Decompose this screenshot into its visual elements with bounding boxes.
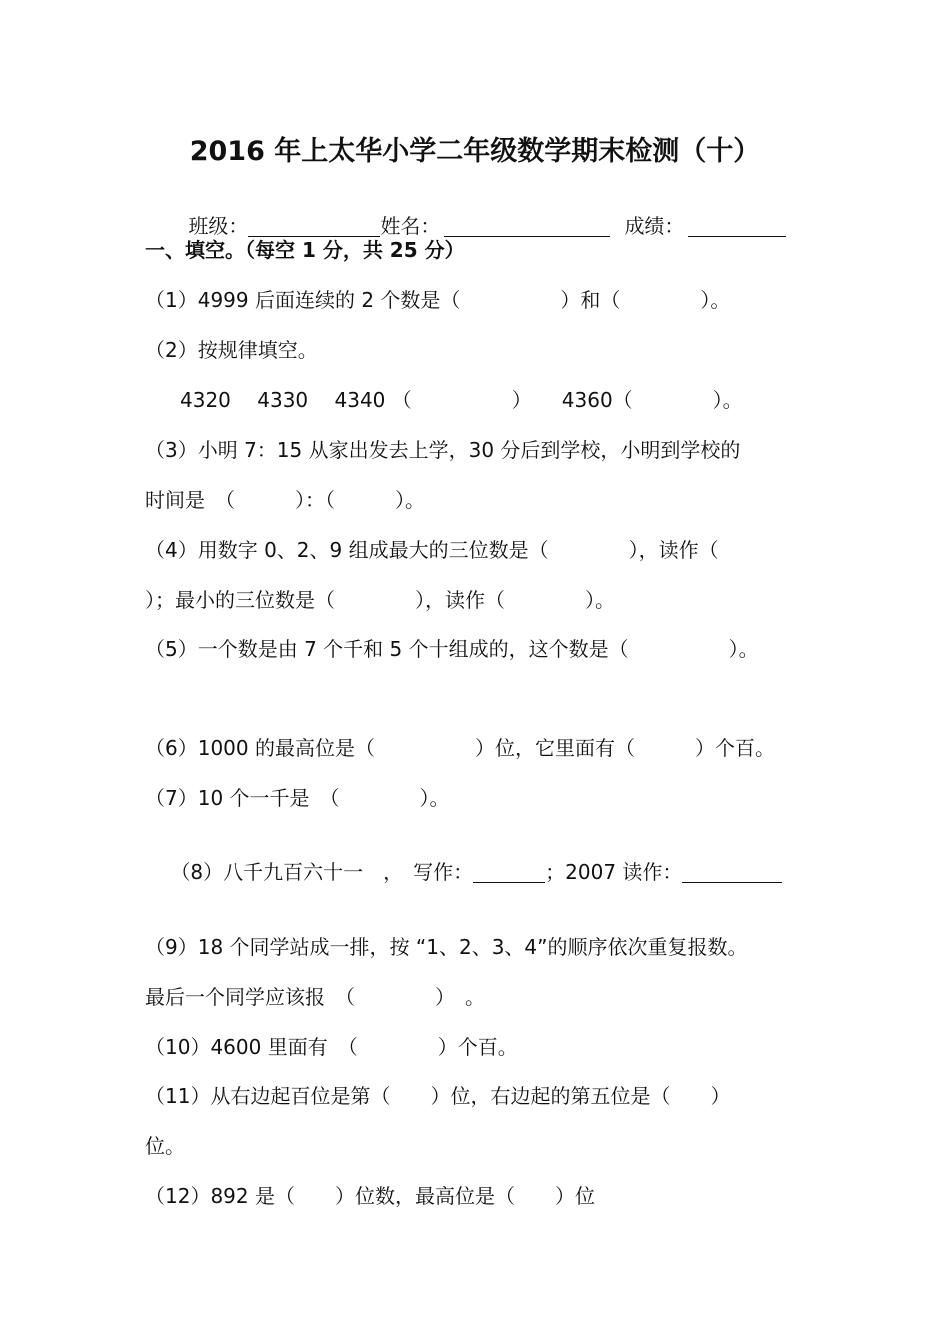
question-4-cont: ）；最小的三位数是（ ），读作（ ）。 (145, 588, 615, 612)
name-blank[interactable] (444, 216, 610, 237)
question-5: （5）一个数是由 7 个千和 5 个十组成的，这个数是（ ）。 (145, 637, 759, 661)
score-blank[interactable] (688, 216, 786, 237)
question-9-cont: 最后一个同学应该报 （ ） 。 (145, 985, 485, 1009)
question-4: （4）用数字 0、2、9 组成最大的三位数是（ ），读作（ (145, 538, 719, 562)
page-title: 2016 年上太华小学二年级数学期末检测（十） (189, 136, 761, 167)
question-12: （12）892 是（ ）位数，最高位是（ ）位 (145, 1184, 595, 1208)
question-2: （2）按规律填空。 (145, 338, 318, 362)
class-blank[interactable] (248, 216, 380, 237)
section-heading: 一、填空。（每空 1 分，共 25 分） (145, 238, 465, 262)
question-8 (145, 836, 782, 908)
read-blank[interactable] (682, 862, 782, 883)
question-3-cont: 时间是 （ ）：（ ）。 (145, 488, 425, 512)
class-label: 班级： (188, 214, 249, 238)
name-label: 姓名： (380, 214, 441, 238)
question-2-sequence: 4320 4330 4340 （ ） 4360（ ）。 (180, 388, 743, 412)
question-11-cont: 位。 (145, 1134, 185, 1158)
question-9: （9）18 个同学站成一排，按 “1、2、3、4”的顺序依次重复报数。 (145, 935, 748, 959)
question-8-text: （8）八千九百六十一 ， 写作： (170, 860, 474, 884)
question-1: （1）4999 后面连续的 2 个数是（ ）和（ ）。 (145, 288, 731, 312)
question-6: （6）1000 的最高位是（ ）位，它里面有（ ）个百。 (145, 736, 775, 760)
write-blank[interactable] (473, 862, 545, 883)
question-3: （3）小明 7：15 从家出发去上学，30 分后到学校，小明到学校的 (145, 438, 741, 462)
question-7: （7）10 个一千是 （ ）。 (145, 786, 450, 810)
question-10: （10）4600 里面有 （ ）个百。 (145, 1035, 518, 1059)
question-8-read: ；2007 读作： (545, 860, 683, 884)
question-11: （11）从右边起百位是第（ ）位，右边起的第五位是（ ） (145, 1084, 731, 1108)
score-label: 成绩： (624, 214, 685, 238)
